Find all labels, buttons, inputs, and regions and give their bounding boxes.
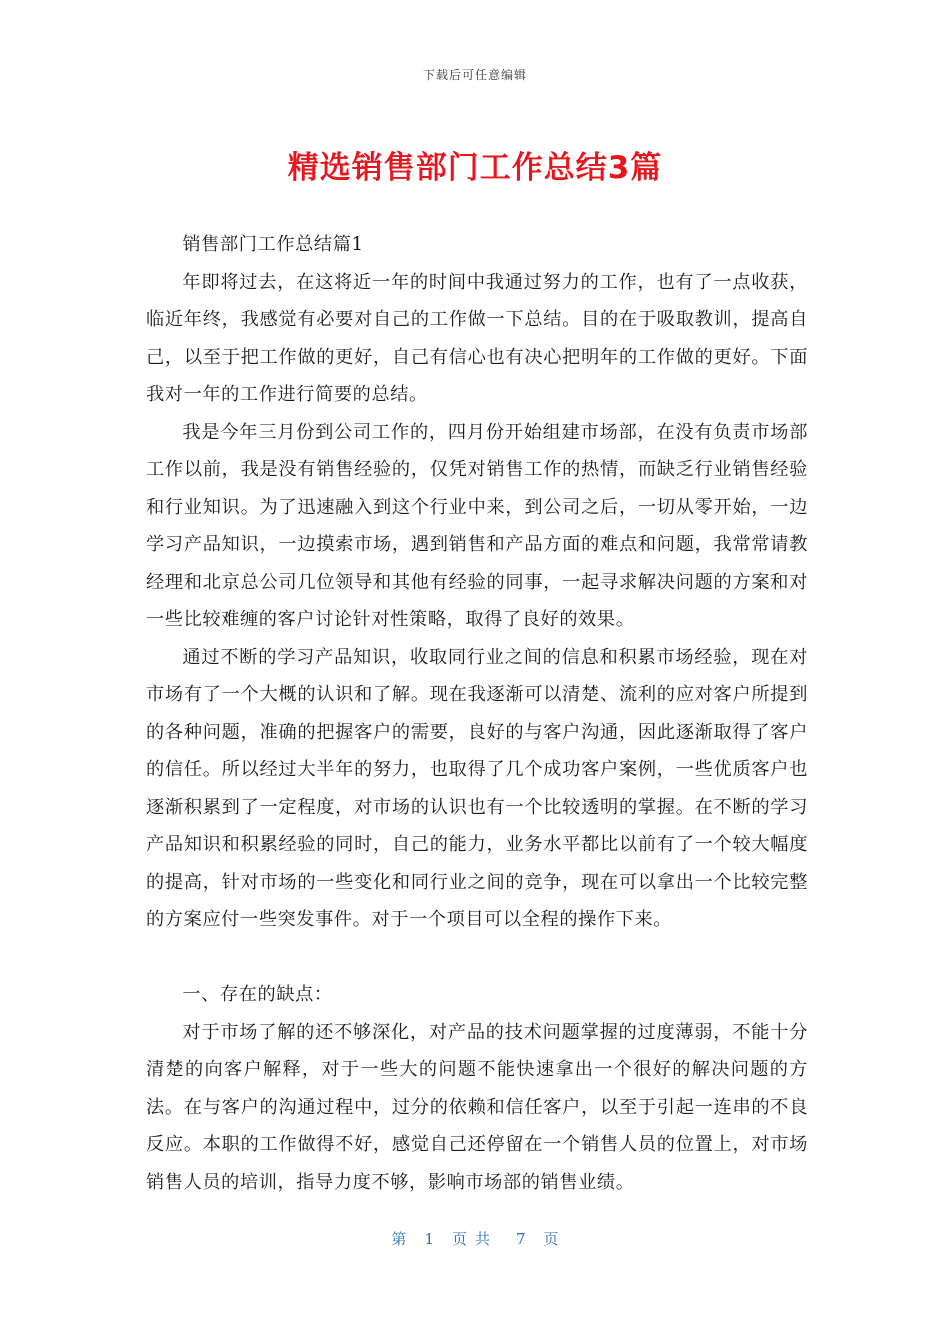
footer-total-pages: 7	[516, 1230, 526, 1248]
header-note: 下载后可任意编辑	[422, 68, 527, 82]
paragraph: 我是今年三月份到公司工作的，四月份开始组建市场部，在没有负责市场部工作以前，我是没有销售经验的，仅凭对销售工作的热情，而缺乏行业销售经验和行业知识。为了迅速融入到这个行业中来，到公司之后，一切从零开始，一边学习产品知识，一边摸索市场，遇到销售和产品方面的难点和问题，我常常请教经理和北京总公司几位领导和其他有经验的同事，一起寻求解决问题的方案和对一些比较难缠的客户讨论针对性策略，取得了良好的效果。	[146, 421, 808, 630]
paragraph: 对于市场了解的还不够深化，对产品的技术问题掌握的过度薄弱，不能十分清楚的向客户解释，对于一些大的问题不能快速拿出一个很好的解决问题的方法。在与客户的沟通过程中，过分的依赖和信任客户，以至于引起一连串的不良反应。本职的工作做得不好，感觉自己还停留在一个销售人员的位置上，对市场销售人员的培训，指导力度不够，影响市场部的销售业绩。	[146, 1021, 808, 1193]
document-title: 精选销售部门工作总结3篇	[287, 150, 663, 186]
document-body	[146, 226, 808, 1201]
paragraph: 年即将过去，在这将近一年的时间中我通过努力的工作，也有了一点收获，临近年终，我感觉有必要对自己的工作做一下总结。目的在于吸取教训，提高自己，以至于把工作做的更好，自己有信心也有决心把明年的工作做的更好。下面我对一年的工作进行简要的总结。	[146, 271, 808, 405]
page-footer	[0, 1228, 950, 1249]
section-heading: 销售部门工作总结篇1	[182, 234, 364, 255]
footer-page-number: 1	[424, 1230, 434, 1248]
paragraph: 通过不断的学习产品知识，收取同行业之间的信息和积累市场经验，现在对市场有了一个大概的认识和了解。现在我逐渐可以清楚、流利的应对客户所提到的各种问题，准确的把握客户的需要，良好的与客户沟通，因此逐渐取得了客户的信任。所以经过大半年的努力，也取得了几个成功客户案例，一些优质客户也逐渐积累到了一定程度，对市场的认识也有一个比较透明的掌握。在不断的学习产品知识和积累经验的同时，自己的能力，业务水平都比以前有了一个较大幅度的提高，针对市场的一些变化和同行业之间的竞争，现在可以拿出一个比较完整的方案应付一些突发事件。对于一个项目可以全程的操作下来。	[146, 646, 808, 930]
footer-suffix: 页	[543, 1230, 559, 1248]
footer-middle: 页共	[451, 1230, 498, 1248]
footer-prefix: 第	[391, 1230, 407, 1248]
subheading-shortcomings: 一、存在的缺点：	[182, 984, 333, 1005]
